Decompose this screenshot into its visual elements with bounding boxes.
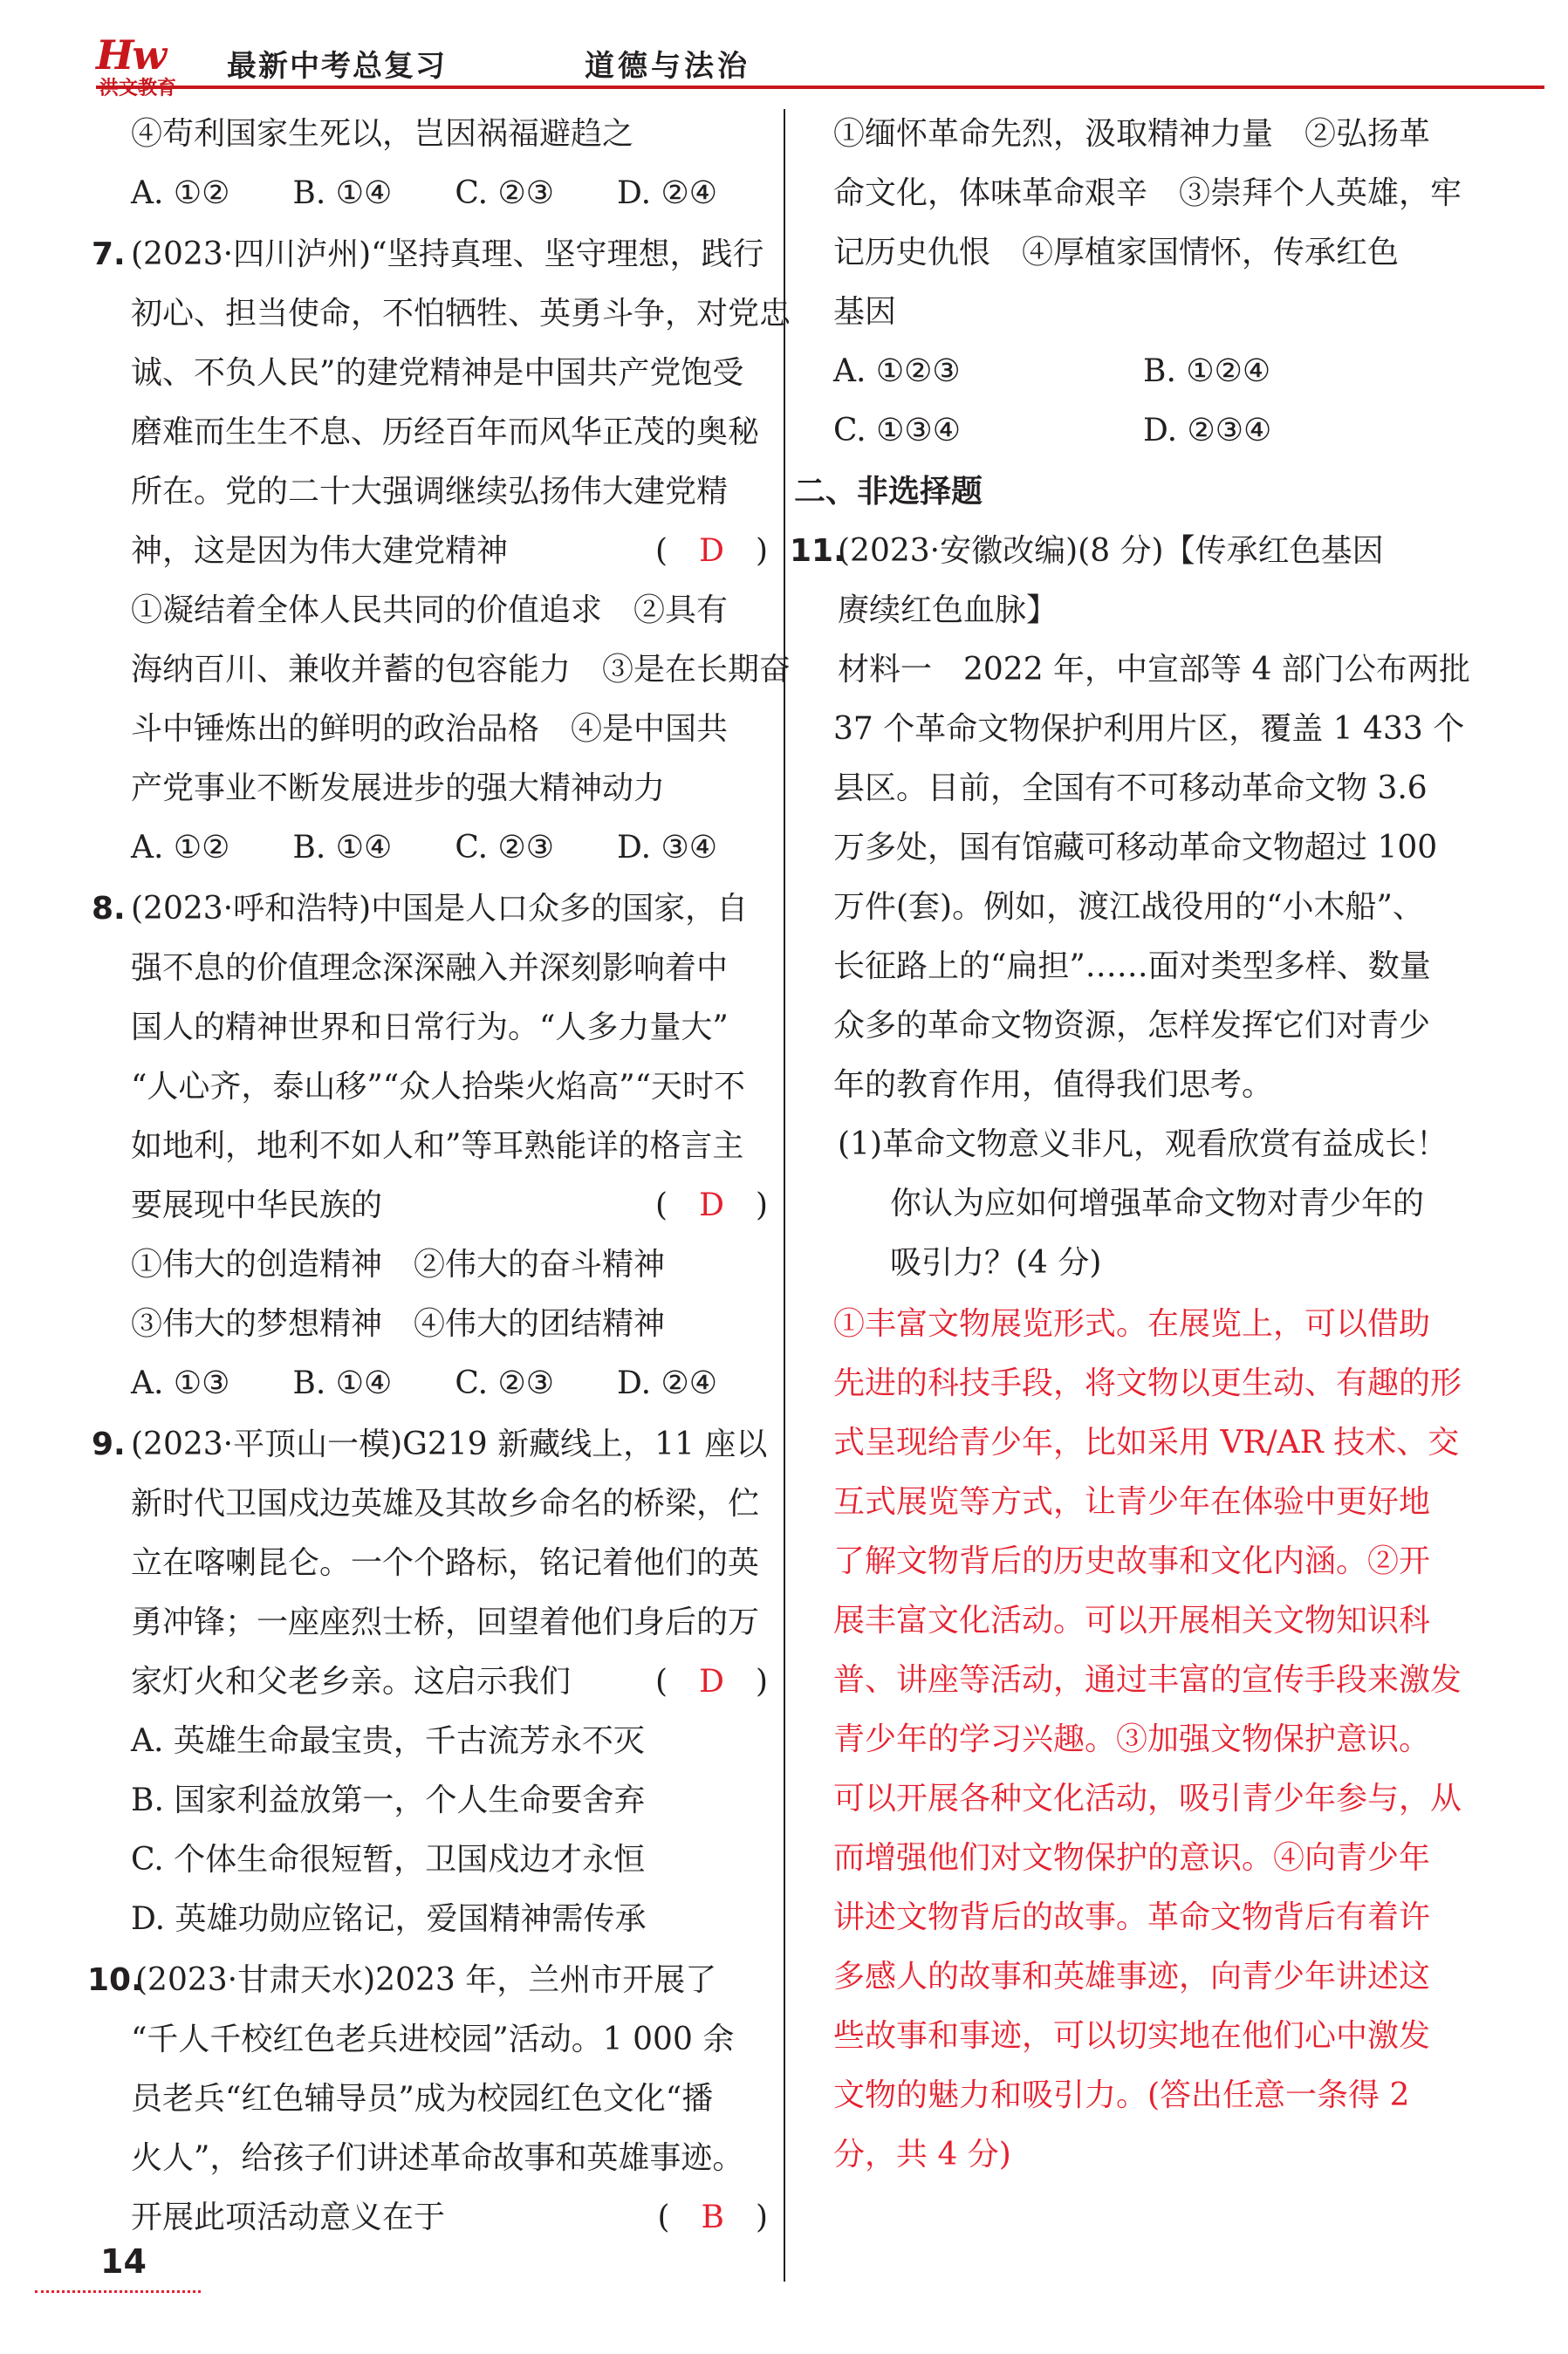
q7-num: 7.	[92, 236, 126, 272]
q7-line-9: 斗中锤炼出的鲜明的政治品格 ④是中国共	[131, 711, 729, 747]
q10-line-5: 开展此项活动意义在于	[131, 2200, 446, 2235]
q9-option-b: B. 国家利益放第一，个人生命要舍弃	[131, 1783, 646, 1818]
q9-answer: D	[699, 1664, 724, 1700]
q10-choice-b: B. ①②④	[1143, 353, 1271, 389]
q10-option-line-1: ①缅怀革命先烈，汲取精神力量 ②弘扬革	[833, 116, 1431, 152]
q9-answer-box: ( D )	[655, 1664, 768, 1700]
q10-answer-box: ( B )	[657, 2200, 768, 2235]
material-line-7: 众多的革命文物资源，怎样发挥它们对青少	[833, 1008, 1431, 1044]
publisher-logo	[96, 31, 209, 84]
answer-line-13: 些故事和事迹，可以切实地在他们心中激发	[833, 2018, 1431, 2054]
q7-number	[92, 234, 126, 276]
answer-line-3: 式呈现给青少年，比如采用 VR/AR 技术、交	[833, 1425, 1460, 1461]
answer-line-12: 多感人的故事和英雄事迹，向青少年讲述这	[833, 1959, 1431, 1995]
q9-line-2: 新时代卫国戍边英雄及其故乡命名的桥梁，伫	[131, 1486, 760, 1522]
answer-line-4: 互式展览等方式，让青少年在体验中更好地	[833, 1484, 1431, 1520]
material-line-2: 37 个革命文物保护利用片区，覆盖 1 433 个	[833, 711, 1465, 747]
subject-title: 道德与法治	[585, 49, 750, 84]
q8-line-5: 如地利，地利不如人和”等耳熟能详的格言主	[131, 1128, 744, 1164]
q8-number	[92, 888, 126, 930]
q7-line-3: 诚、不负人民”的建党精神是中国共产党饱受	[131, 355, 744, 391]
q11-num: 11.	[790, 533, 846, 569]
q11-line-2: 赓续红色血脉】	[838, 592, 1058, 628]
q10-option-line-2: 命文化，体味革命艰辛 ③崇拜个人英雄，牢	[833, 175, 1462, 211]
logo-mark: Hw	[96, 31, 166, 79]
book-title: 最新中考总复习	[227, 49, 447, 84]
q8-line-1: (2023·呼和浩特)中国是人口众多的国家，自	[131, 891, 749, 927]
q9-line-4: 勇冲锋；一座座烈士桥，回望着他们身后的万	[131, 1605, 760, 1640]
q7-line-5: 所在。党的二十大强调继续弘扬伟大建党精	[131, 474, 729, 510]
q7-line-4: 磨难而生生不息、历经百年而风华正茂的奥秘	[131, 414, 760, 450]
sub-question-line-1: (1)革命文物意义非凡，观看欣赏有益成长！	[838, 1126, 1448, 1162]
q8-answer: D	[699, 1187, 724, 1223]
q9-number	[92, 1424, 126, 1466]
q7-line-8: 海纳百川、兼收并蓄的包容能力 ③是在长期奋	[131, 652, 791, 688]
material-line-1: 材料一 2022 年，中宣部等 4 部门公布两批	[838, 652, 1470, 688]
q7-line-6: 神，这是因为伟大建党精神	[131, 533, 509, 569]
q7-line-2: 初心、担当使命，不怕牺牲、英勇斗争，对党忠	[131, 296, 791, 332]
q10-line-3: 员老兵“红色辅导员”成为校园红色文化“播	[131, 2081, 714, 2117]
material-line-6: 长征路上的“扁担”……面对类型多样、数量	[833, 948, 1431, 984]
q8-line-7: ①伟大的创造精神 ②伟大的奋斗精神	[131, 1247, 666, 1283]
q9-stem-end	[131, 1661, 768, 1703]
answer-line-2: 先进的科技手段，将文物以更生动、有趣的形	[833, 1365, 1462, 1401]
material-line-5: 万件(套)。例如，渡江战役用的“小木船”、	[833, 889, 1424, 925]
q7-line-7: ①凝结着全体人民共同的价值追求 ②具有	[131, 592, 729, 628]
q8-line-3: 国人的精神世界和日常行为。“人多力量大”	[131, 1009, 729, 1045]
q10-option-line-4: 基因	[833, 294, 897, 330]
q10-choice-d: D. ②③④	[1143, 413, 1272, 448]
q9-option-d: D. 英雄功勋应铭记，爱国精神需传承	[131, 1901, 647, 1937]
answer-line-15: 分，共 4 分)	[833, 2137, 1011, 2173]
q11-line-1: (2023·安徽改编)(8 分)【传承红色基因	[838, 533, 1384, 569]
header-rule	[96, 86, 1544, 89]
answer-line-5: 了解文物背后的历史故事和文化内涵。②开	[833, 1543, 1431, 1579]
q7-choices: A. ①② B. ①④ C. ②③ D. ③④	[131, 830, 718, 866]
answer-line-10: 而增强他们对文物保护的意识。④向青少年	[833, 1840, 1431, 1876]
answer-line-9: 可以开展各种文化活动，吸引青少年参与，从	[833, 1781, 1462, 1817]
page-number-rule	[35, 2290, 201, 2293]
answer-line-7: 普、讲座等活动，通过丰富的宣传手段来激发	[833, 1662, 1462, 1698]
q7-line-10: 产党事业不断发展进步的强大精神动力	[131, 770, 666, 806]
q8-line-4: “人心齐，泰山移”“众人拾柴火焰高”“天时不	[131, 1069, 746, 1105]
q6-choices: A. ①② B. ①④ C. ②③ D. ②④	[131, 175, 718, 211]
answer-line-1: ①丰富文物展览形式。在展览上，可以借助	[833, 1306, 1431, 1342]
q9-num: 9.	[92, 1427, 126, 1462]
q8-answer-box: ( D )	[655, 1187, 768, 1223]
q10-line-2: “千人千校红色老兵进校园”活动。1 000 余	[131, 2022, 735, 2057]
q9-option-a: A. 英雄生命最宝贵，千古流芳永不灭	[131, 1723, 645, 1759]
q10-line-4: 火人”，给孩子们讲述革命故事和英雄事迹。	[131, 2140, 744, 2176]
q7-line-1: (2023·四川泸州)“坚持真理、坚守理想，践行	[131, 236, 764, 272]
material-line-8: 年的教育作用，值得我们思考。	[833, 1067, 1274, 1103]
q10-num: 10.	[87, 1962, 143, 1998]
q10-choice-a: A. ①②③	[833, 353, 961, 389]
q8-stem-end	[131, 1185, 768, 1227]
q9-line-3: 立在喀喇昆仑。一个个路标，铭记着他们的英	[131, 1545, 760, 1581]
q10-choice-c: C. ①③④	[833, 413, 961, 448]
q8-choices: A. ①③ B. ①④ C. ②③ D. ②④	[131, 1365, 718, 1401]
q7-answer-box: ( D )	[655, 533, 768, 569]
q8-line-6: 要展现中华民族的	[131, 1187, 383, 1223]
q7-answer: D	[699, 533, 724, 569]
section-heading: 二、非选择题	[794, 474, 983, 510]
answer-line-14: 文物的魅力和吸引力。(答出任意一条得 2	[833, 2077, 1410, 2113]
page-header	[96, 31, 1544, 87]
column-divider	[784, 109, 785, 2282]
q7-stem-end	[131, 530, 768, 572]
q8-num: 8.	[92, 891, 126, 927]
material-line-4: 万多处，国有馆藏可移动革命文物超过 100	[833, 830, 1438, 866]
q9-line-5: 家灯火和父老乡亲。这启示我们	[131, 1664, 572, 1700]
q8-line-8: ③伟大的梦想精神 ④伟大的团结精神	[131, 1306, 666, 1342]
page-number: 14	[100, 2242, 147, 2281]
q9-option-c: C. 个体生命很短暂，卫国戍边才永恒	[131, 1842, 646, 1878]
answer-line-6: 展丰富文化活动。可以开展相关文物知识科	[833, 1603, 1431, 1639]
q10-stem-end	[131, 2197, 768, 2239]
q8-line-2: 强不息的价值理念深深融入并深刻影响着中	[131, 950, 729, 986]
sub-question-line-2: 你认为应如何增强革命文物对青少年的	[890, 1186, 1425, 1221]
q10-answer: B	[701, 2200, 724, 2235]
sub-question-line-3: 吸引力？(4 分)	[890, 1245, 1102, 1281]
q10-option-line-3: 记历史仇恨 ④厚植家国情怀，传承红色	[833, 235, 1400, 270]
answer-line-8: 青少年的学习兴趣。③加强文物保护意识。	[833, 1721, 1431, 1757]
q10-line-1: (2023·甘肃天水)2023 年，兰州市开展了	[135, 1962, 717, 1998]
material-line-3: 县区。目前，全国有不可移动革命文物 3.6	[833, 770, 1428, 806]
q9-line-1: (2023·平顶山一模)G219 新藏线上，11 座以	[131, 1427, 768, 1462]
q6-option-4: ④苟利国家生死以，岂因祸福避趋之	[131, 116, 634, 152]
answer-line-11: 讲述文物背后的故事。革命文物背后有着许	[833, 1899, 1431, 1935]
